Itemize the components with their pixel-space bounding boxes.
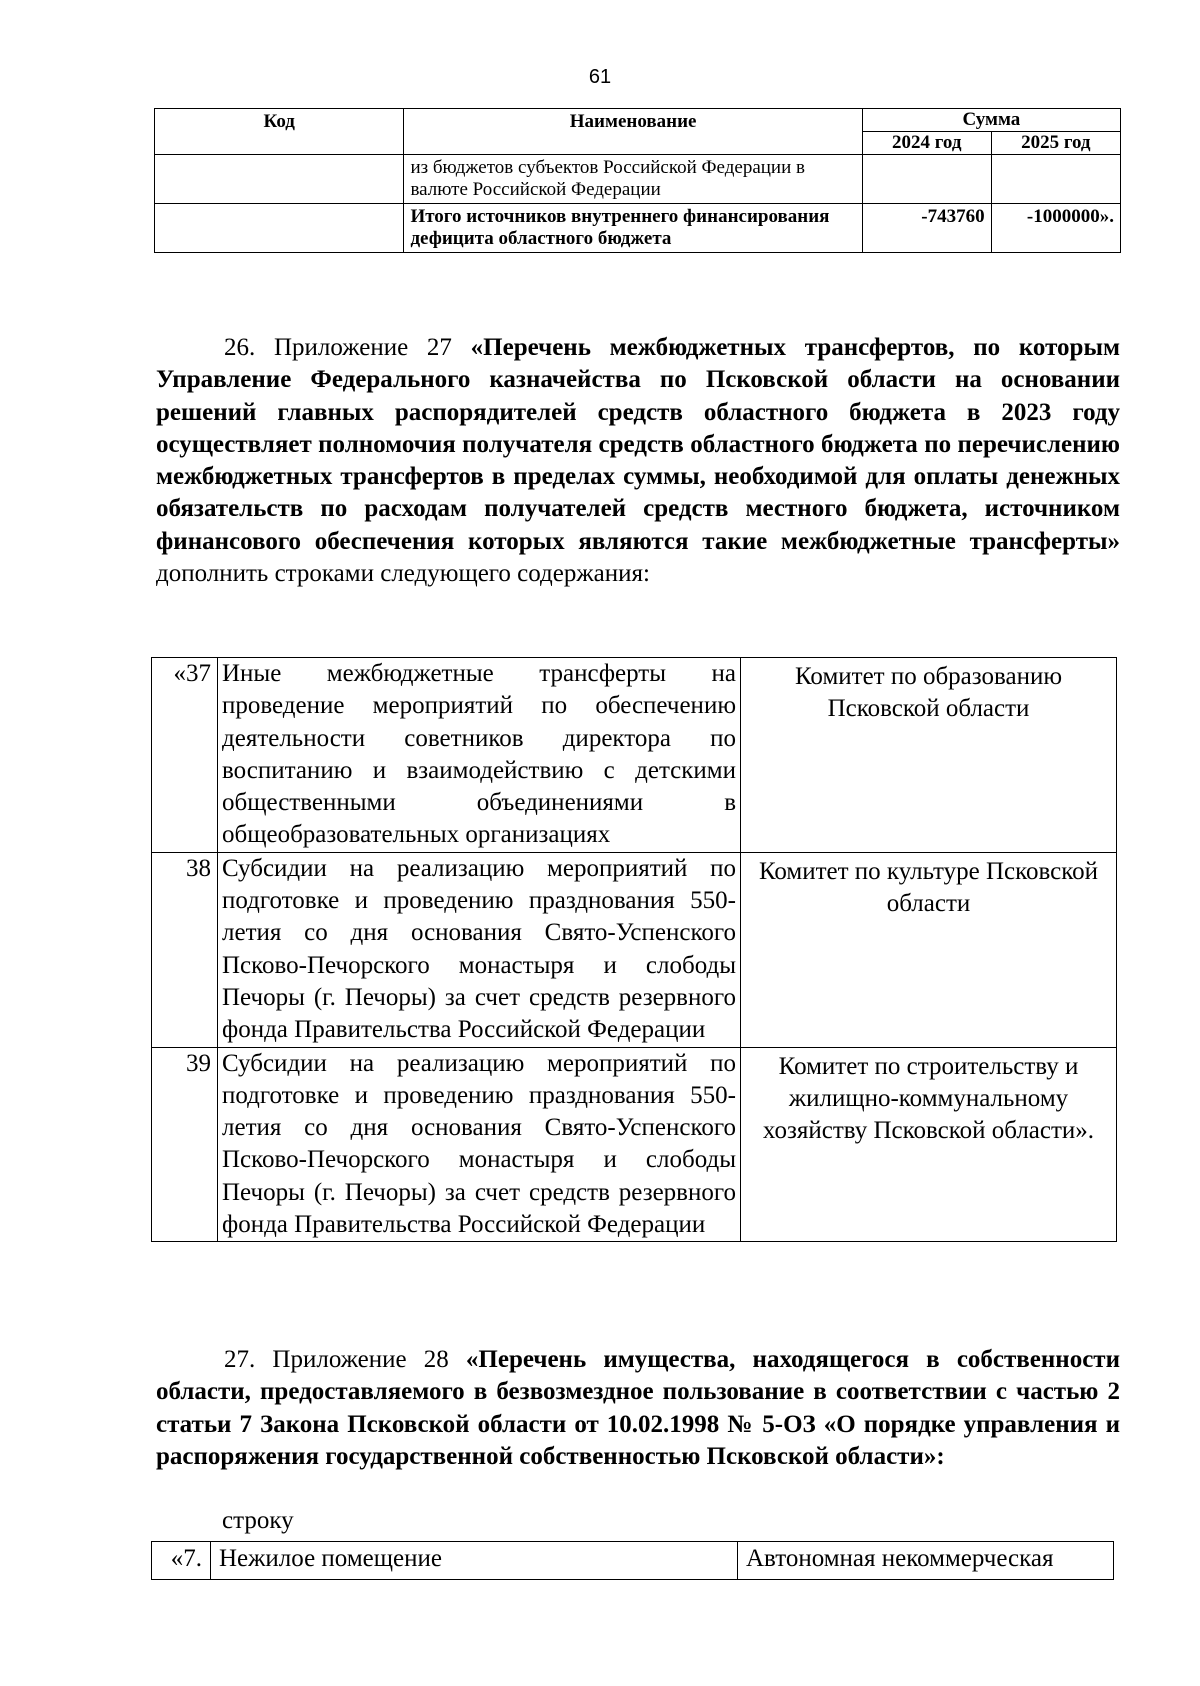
paragraph-26-tail: дополнить строками следующего содержания: bbox=[156, 560, 650, 588]
paragraph-26-title: «Перечень межбюджетных трансфертов, по которым Управление Федерального казначейства по Псковской области на основании решений главных распорядителей средств областного бюджета в 2023 году осуществляет полномочия получателя средств областного бюджета по перечислению межбюджетных трансфертов в пределах суммы, необходимой для оплаты денежных обязательств по расходам получателей средств местного бюджета, источником финансового обеспечения которых являются такие межбюджетные трансферты» bbox=[156, 334, 1120, 555]
table-row bbox=[155, 155, 1121, 204]
header-year-2024: 2024 год bbox=[862, 132, 991, 155]
row-description: Нежилое помещение bbox=[211, 1542, 738, 1580]
row-number: 38 bbox=[152, 852, 218, 1047]
cell-name: Итого источников внутреннего финансирования дефицита областного бюджета bbox=[404, 204, 862, 253]
header-name: Наименование bbox=[404, 109, 862, 155]
cell-code bbox=[155, 155, 404, 204]
paragraph-27-lead: 27. Приложение 28 bbox=[224, 1346, 466, 1373]
stroku-label: строку bbox=[222, 1507, 294, 1534]
row-organization: Комитет по строительству и жилищно-коммунальному хозяйству Псковской области». bbox=[741, 1047, 1117, 1242]
table-row bbox=[152, 852, 1117, 1047]
table-row bbox=[152, 658, 1117, 853]
sources-table bbox=[154, 108, 1121, 253]
row-organization: Комитет по культуре Псковской области bbox=[741, 852, 1117, 1047]
row-organization: Автономная некоммерческая bbox=[738, 1542, 1114, 1580]
row-number: 39 bbox=[152, 1047, 218, 1242]
row-description: Иные межбюджетные трансферты на проведение мероприятий по обеспечению деятельности советников директора по воспитанию и взаимодействию с детскими общественными объединениями в общеобразовательных организациях bbox=[218, 658, 741, 853]
cell-2024 bbox=[862, 155, 991, 204]
cell-2024: -743760 bbox=[862, 204, 991, 253]
cell-2025: -1000000». bbox=[991, 204, 1120, 253]
row-number: «7. bbox=[152, 1542, 211, 1580]
cell-code bbox=[155, 204, 404, 253]
cell-2025 bbox=[991, 155, 1120, 204]
transfers-table bbox=[151, 657, 1117, 1242]
paragraph-26 bbox=[156, 332, 1120, 590]
row-number: «37 bbox=[152, 658, 218, 853]
row-description: Субсидии на реализацию мероприятий по подготовке и проведению празднования 550-летия со дня основания Свято-Успенского Псково-Печорского монастыря и слободы Печоры (г. Печоры) за счет средств резервного фонда Правительства Российской Федерации bbox=[218, 1047, 741, 1242]
table-row bbox=[155, 204, 1121, 253]
header-year-2025: 2025 год bbox=[991, 132, 1120, 155]
page-number: 61 bbox=[588, 66, 612, 88]
paragraph-26-lead: 26. Приложение 27 bbox=[224, 334, 471, 361]
cell-name: из бюджетов субъектов Российской Федерации в валюте Российской Федерации bbox=[404, 155, 862, 204]
paragraph-27 bbox=[156, 1344, 1120, 1473]
row-organization: Комитет по образованию Псковской области bbox=[741, 658, 1117, 853]
header-sum: Сумма bbox=[862, 109, 1120, 132]
table-row bbox=[152, 1542, 1114, 1580]
paragraph-27-title: «Перечень имущества, находящегося в собственности области, предоставляемого в безвозмездное пользование в соответствии с частью 2 статьи 7 Закона Псковской области от 10.02.1998 № 5-ОЗ «О порядке управления и распоряжения государственной собственностью Псковской области»: bbox=[156, 1346, 1120, 1470]
header-code: Код bbox=[155, 109, 404, 155]
row-description: Субсидии на реализацию мероприятий по подготовке и проведению празднования 550-летия со дня основания Свято-Успенского Псково-Печорского монастыря и слободы Печоры (г. Печоры) за счет средств резервного фонда Правительства Российской Федерации bbox=[218, 852, 741, 1047]
property-table bbox=[151, 1541, 1114, 1580]
table-row bbox=[152, 1047, 1117, 1242]
